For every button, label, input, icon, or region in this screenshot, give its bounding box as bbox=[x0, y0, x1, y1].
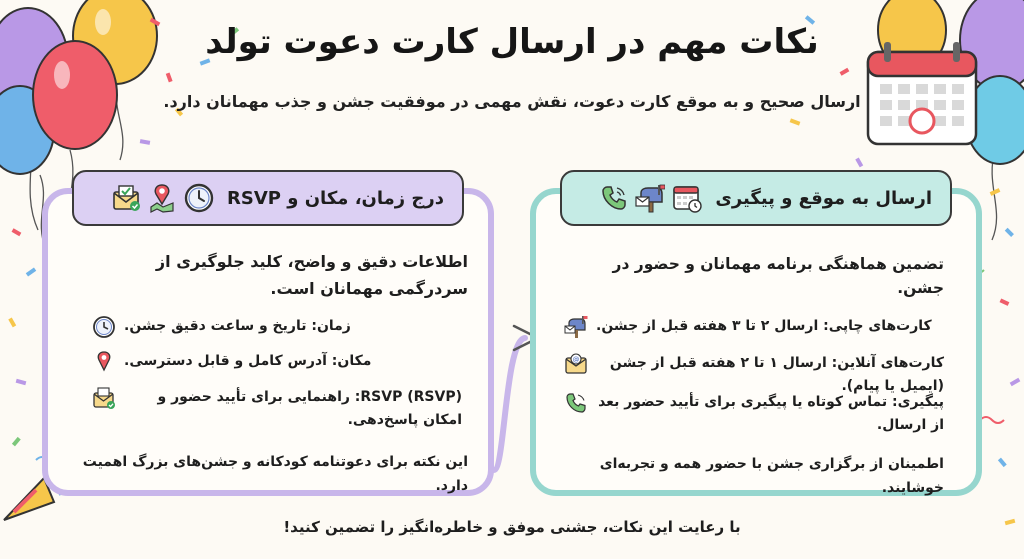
list-item bbox=[92, 315, 462, 339]
mailbox-icon bbox=[635, 183, 665, 213]
list-item-text: پیگیری: تماس کوتاه یا پیگیری برای تأیید حضور بعد از ارسال. bbox=[598, 394, 944, 433]
card-note: این نکته برای دعوتنامه کودکانه و جشن‌های بزرگ اهمیت دارد. bbox=[82, 454, 468, 494]
list-item-text: مکان: آدرس کامل و قابل دسترسی. bbox=[124, 353, 372, 369]
card-timely-sending bbox=[530, 188, 982, 496]
list-item bbox=[564, 315, 944, 339]
list-item-text: کارت‌های چاپی: ارسال ۲ تا ۳ هفته قبل از جشن. bbox=[596, 318, 932, 334]
page-footer: با رعایت این نکات، جشنی موفق و خاطره‌انگیز را تضمین کنید! bbox=[283, 518, 741, 536]
phone-icon bbox=[599, 183, 629, 213]
rsvp-envelope-icon bbox=[92, 386, 116, 410]
list-item-text: زمان: تاریخ و ساعت دقیق جشن. bbox=[124, 318, 351, 334]
map-pin-icon bbox=[147, 183, 177, 213]
svg-text:@: @ bbox=[572, 355, 580, 364]
phone-icon bbox=[564, 391, 588, 415]
clock-icon bbox=[92, 315, 116, 339]
clock-icon bbox=[183, 182, 215, 214]
card-note: اطمینان از برگزاری جشن با حضور همه و تجربه‌ای خوشایند. bbox=[599, 456, 944, 496]
card-intro: اطلاعات دقیق و واضح، کلید جلوگیری از سردرگمی مهمانان است. bbox=[155, 252, 468, 298]
list-item-text: RSVP (RSVP): راهنمایی برای تأیید حضور و امکان پاسخ‌دهی. bbox=[157, 389, 462, 428]
list-item bbox=[92, 386, 462, 432]
card-header-title: ارسال به موقع و پیگیری bbox=[715, 187, 932, 209]
mailbox-icon bbox=[564, 315, 588, 339]
list-item-text: کارت‌های آنلاین: ارسال ۱ تا ۲ هفته قبل از جشن (ایمیل یا پیام). bbox=[609, 355, 944, 394]
list-item bbox=[564, 391, 944, 437]
map-pin-icon bbox=[92, 350, 116, 374]
email-icon bbox=[564, 352, 588, 376]
card-header-timely-sending bbox=[560, 170, 952, 226]
card-intro: تضمین هماهنگی برنامه مهمانان و حضور در جشن. bbox=[612, 255, 944, 297]
header-icons bbox=[111, 182, 215, 214]
card-header-time-place-rsvp bbox=[72, 170, 464, 226]
rsvp-envelope-icon bbox=[111, 183, 141, 213]
page-title: نکات مهم در ارسال کارت دعوت تولد bbox=[205, 22, 819, 62]
card-header-title: درج زمان، مکان و RSVP bbox=[227, 187, 444, 209]
calendar-icon bbox=[671, 182, 703, 214]
list-item bbox=[92, 350, 462, 374]
header-icons bbox=[599, 182, 703, 214]
page-subtitle: ارسال صحیح و به موقع کارت دعوت، نقش مهمی در موفقیت جشن و جذب مهمانان دارد. bbox=[163, 92, 861, 111]
